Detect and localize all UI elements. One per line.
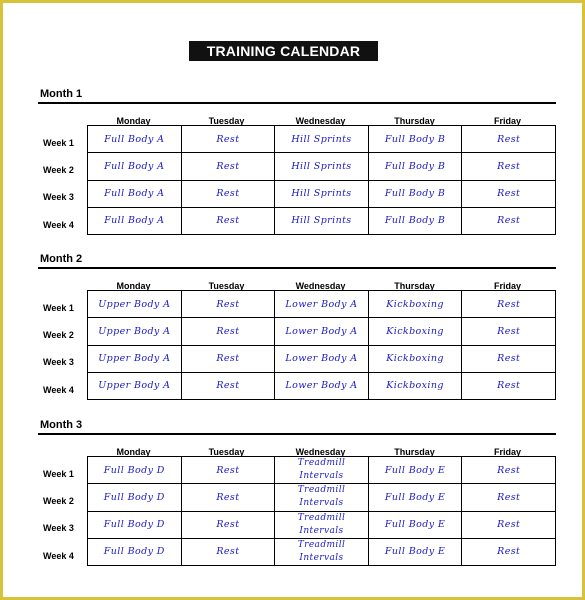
day-header-wednesday: Wednesday <box>295 447 346 457</box>
day-header-monday: Monday <box>116 447 151 457</box>
schedule-cell: Lower Body A <box>275 291 369 318</box>
schedule-cell: Rest <box>462 345 556 372</box>
schedule-cell: Full Body B <box>368 153 462 180</box>
schedule-cell: Rest <box>181 153 275 180</box>
schedule-cell: Rest <box>181 538 275 565</box>
week-label: Week 1 <box>43 138 74 148</box>
day-header-monday: Monday <box>116 116 151 126</box>
day-header-thursday: Thursday <box>394 447 435 457</box>
table-row <box>88 372 556 399</box>
schedule-cell: Full Body B <box>368 180 462 207</box>
schedule-cell: Lower Body A <box>275 345 369 372</box>
schedule-cell: Rest <box>181 345 275 372</box>
schedule-cell: Rest <box>181 484 275 511</box>
week-label: Week 4 <box>43 385 74 395</box>
schedule-cell: Rest <box>181 291 275 318</box>
table-row <box>88 207 556 234</box>
schedule-cell: Treadmill Intervals <box>275 511 369 538</box>
schedule-cell: Rest <box>181 318 275 345</box>
table-row <box>88 345 556 372</box>
schedule-cell: Upper Body A <box>88 318 182 345</box>
month-divider <box>38 102 556 104</box>
month-label: Month 1 <box>40 88 83 100</box>
month-label: Month 2 <box>40 253 83 265</box>
schedule-cell: Full Body D <box>88 457 182 484</box>
table-row <box>88 318 556 345</box>
week-label: Week 3 <box>43 357 74 367</box>
schedule-cell: Rest <box>181 207 275 234</box>
table-row <box>88 484 556 511</box>
week-label: Week 4 <box>43 220 74 230</box>
week-label: Week 3 <box>43 523 74 533</box>
month-divider <box>38 267 556 269</box>
day-header-friday: Friday <box>493 116 521 126</box>
schedule-cell: Full Body E <box>368 484 462 511</box>
schedule-cell: Full Body A <box>88 126 182 153</box>
schedule-cell: Rest <box>462 372 556 399</box>
day-header-friday: Friday <box>493 447 521 457</box>
schedule-cell: Full Body A <box>88 180 182 207</box>
schedule-cell: Full Body D <box>88 511 182 538</box>
table-row <box>88 457 556 484</box>
schedule-cell: Upper Body A <box>88 345 182 372</box>
schedule-cell: Rest <box>181 511 275 538</box>
document-page <box>3 3 582 597</box>
schedule-cell: Full Body B <box>368 126 462 153</box>
day-header-friday: Friday <box>493 281 521 291</box>
table-row <box>88 538 556 565</box>
week-label: Week 4 <box>43 551 74 561</box>
schedule-cell: Rest <box>462 207 556 234</box>
schedule-cell: Hill Sprints <box>275 126 369 153</box>
schedule-grid <box>87 290 556 400</box>
schedule-cell: Upper Body A <box>88 291 182 318</box>
week-label: Week 3 <box>43 192 74 202</box>
schedule-cell: Rest <box>462 457 556 484</box>
schedule-cell: Full Body E <box>368 457 462 484</box>
schedule-cell: Rest <box>462 153 556 180</box>
day-header-tuesday: Tuesday <box>208 281 245 291</box>
table-row <box>88 511 556 538</box>
schedule-cell: Rest <box>462 126 556 153</box>
schedule-cell: Hill Sprints <box>275 153 369 180</box>
schedule-cell: Rest <box>462 511 556 538</box>
schedule-cell: Rest <box>462 180 556 207</box>
week-label: Week 1 <box>43 469 74 479</box>
week-label: Week 2 <box>43 330 74 340</box>
schedule-cell: Full Body B <box>368 207 462 234</box>
day-header-thursday: Thursday <box>394 281 435 291</box>
schedule-cell: Rest <box>462 291 556 318</box>
schedule-cell: Kickboxing <box>368 372 462 399</box>
schedule-cell: Upper Body A <box>88 372 182 399</box>
week-label: Week 2 <box>43 165 74 175</box>
schedule-cell: Kickboxing <box>368 291 462 318</box>
day-header-monday: Monday <box>116 281 151 291</box>
month-divider <box>38 433 556 435</box>
schedule-cell: Rest <box>181 457 275 484</box>
schedule-cell: Hill Sprints <box>275 180 369 207</box>
schedule-cell: Full Body D <box>88 484 182 511</box>
week-label: Week 2 <box>43 496 74 506</box>
day-header-wednesday: Wednesday <box>295 281 346 291</box>
table-row <box>88 291 556 318</box>
schedule-cell: Full Body E <box>368 538 462 565</box>
table-row <box>88 126 556 153</box>
schedule-cell: Lower Body A <box>275 372 369 399</box>
schedule-cell: Lower Body A <box>275 318 369 345</box>
schedule-cell: Rest <box>462 318 556 345</box>
schedule-cell: Kickboxing <box>368 318 462 345</box>
schedule-grid <box>87 125 556 235</box>
table-row <box>88 153 556 180</box>
week-label: Week 1 <box>43 303 74 313</box>
schedule-cell: Treadmill Intervals <box>275 484 369 511</box>
table-row <box>88 180 556 207</box>
schedule-cell: Full Body E <box>368 511 462 538</box>
schedule-cell: Kickboxing <box>368 345 462 372</box>
schedule-cell: Rest <box>181 372 275 399</box>
day-header-tuesday: Tuesday <box>208 447 245 457</box>
month-label: Month 3 <box>40 419 83 431</box>
schedule-grid <box>87 456 556 566</box>
schedule-cell: Rest <box>462 538 556 565</box>
schedule-cell: Full Body A <box>88 207 182 234</box>
schedule-cell: Rest <box>181 126 275 153</box>
schedule-cell: Rest <box>181 180 275 207</box>
schedule-cell: Treadmill Intervals <box>275 457 369 484</box>
schedule-cell: Full Body A <box>88 153 182 180</box>
day-header-tuesday: Tuesday <box>208 116 245 126</box>
schedule-cell: Rest <box>462 484 556 511</box>
schedule-cell: Treadmill Intervals <box>275 538 369 565</box>
schedule-cell: Full Body D <box>88 538 182 565</box>
day-header-thursday: Thursday <box>394 116 435 126</box>
schedule-cell: Hill Sprints <box>275 207 369 234</box>
calendar-title: TRAINING CALENDAR <box>189 41 378 61</box>
day-header-wednesday: Wednesday <box>295 116 346 126</box>
